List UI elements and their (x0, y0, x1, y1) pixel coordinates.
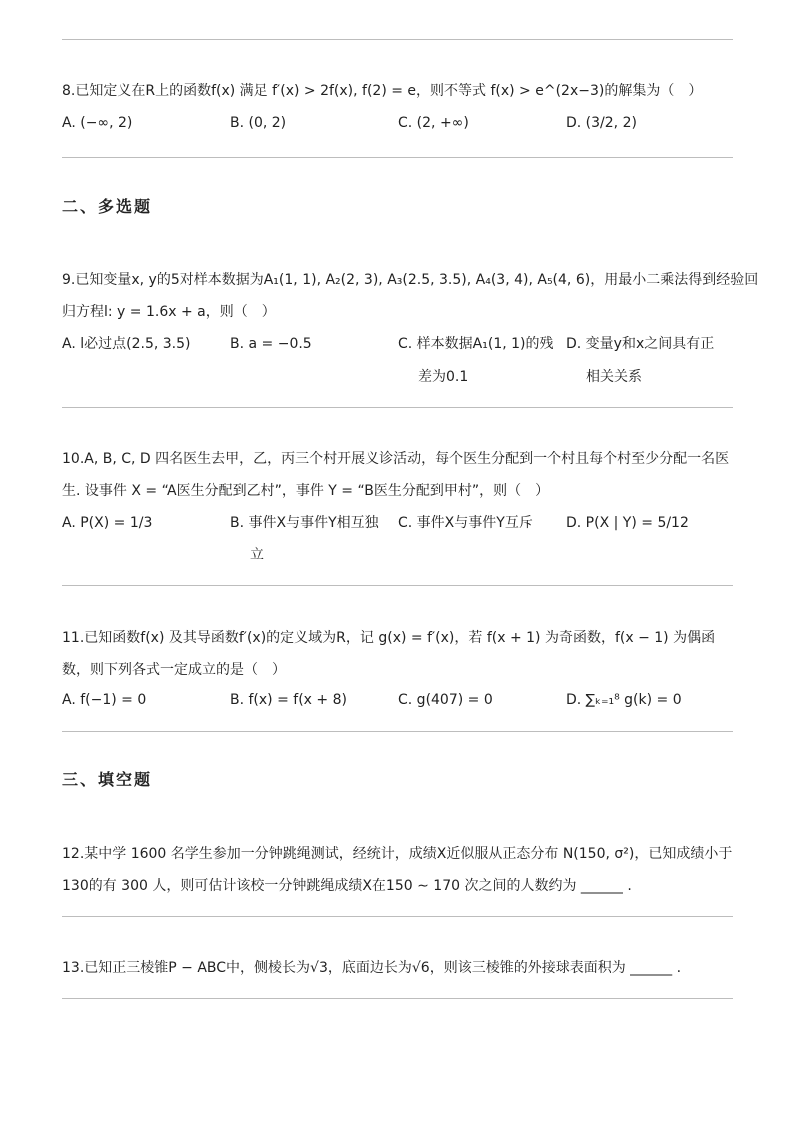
section-heading-multi: 二、多选题 (62, 197, 153, 216)
question-11-option-a: A. f(−1) = 0 (62, 692, 147, 708)
question-11-option-c: C. g(407) = 0 (398, 692, 493, 708)
question-8-stem: 8.已知定义在R上的函数f(x) 满足 f′(x) > 2f(x), f(2) = e，则不等式 f(x) > e^(2x−3)的解集为（ ） (62, 83, 703, 99)
question-12-stem-line1: 12.某中学 1600 名学生参加一分钟跳绳测试，经统计，成绩X近似服从正态分布 N(150, σ²)，已知成绩小于 (62, 846, 733, 862)
question-11-stem-line1: 11.已知函数f(x) 及其导函数f′(x)的定义域为R，记 g(x) = f′(x)，若 f(x + 1) 为奇函数，f(x − 1) 为偶函 (62, 630, 716, 646)
question-9-option-a: A. l必过点(2.5, 3.5) (62, 336, 191, 352)
question-9-option-c-cont: 差为0.1 (418, 369, 469, 385)
question-8-option-d: D. (3/2, 2) (566, 115, 637, 131)
question-10-option-b-cont: 立 (250, 547, 264, 563)
question-11-option-b: B. f(x) = f(x + 8) (230, 692, 347, 708)
question-9-option-d: D. 变量y和x之间具有正 (566, 336, 715, 352)
question-12-stem-line2: 130的有 300 人，则可估计该校一分钟跳绳成绩X在150 ∼ 170 次之间的人数约为 ______ . (62, 878, 632, 894)
question-8-option-c: C. (2, +∞) (398, 115, 469, 131)
divider (62, 39, 733, 40)
question-11-stem-line2: 数，则下列各式一定成立的是（ ） (62, 662, 286, 678)
question-9-stem-line2: 归方程l: y = 1.6x + a，则（ ） (62, 304, 276, 320)
question-10-stem-line2: 生. 设事件 X = “A医生分配到乙村”，事件 Y = “B医生分配到甲村”，则（ ） (62, 483, 550, 499)
divider (62, 407, 733, 408)
question-10-option-c: C. 事件X与事件Y互斥 (398, 515, 533, 531)
question-8-option-a: A. (−∞, 2) (62, 115, 133, 131)
question-9-stem-line1: 9.已知变量x, y的5对样本数据为A₁(1, 1), A₂(2, 3), A₃(2.5, 3.5), A₄(3, 4), A₅(4, 6)，用最小二乘法得到经验回 (62, 272, 759, 288)
question-9-option-c: C. 样本数据A₁(1, 1)的残 (398, 336, 554, 352)
section-heading-fill: 三、填空题 (62, 770, 153, 789)
divider (62, 731, 733, 732)
question-10-option-b: B. 事件X与事件Y相互独 (230, 515, 379, 531)
question-10-option-d: D. P(X | Y) = 5/12 (566, 515, 689, 531)
divider (62, 916, 733, 917)
question-8-option-b: B. (0, 2) (230, 115, 287, 131)
question-10-stem-line1: 10.A, B, C, D 四名医生去甲，乙，丙三个村开展义诊活动，每个医生分配到一个村且每个村至少分配一名医 (62, 451, 730, 467)
question-9-option-d-cont: 相关关系 (586, 369, 642, 385)
question-9-option-b: B. a = −0.5 (230, 336, 312, 352)
divider (62, 157, 733, 158)
question-10-option-a: A. P(X) = 1/3 (62, 515, 153, 531)
question-11-option-d: D. ∑ₖ₌₁⁸ g(k) = 0 (566, 692, 682, 708)
divider (62, 585, 733, 586)
question-13-stem: 13.已知正三棱锥P − ABC中，侧棱长为√3，底面边长为√6，则该三棱锥的外接球表面积为 ______ . (62, 960, 682, 976)
divider (62, 998, 733, 999)
